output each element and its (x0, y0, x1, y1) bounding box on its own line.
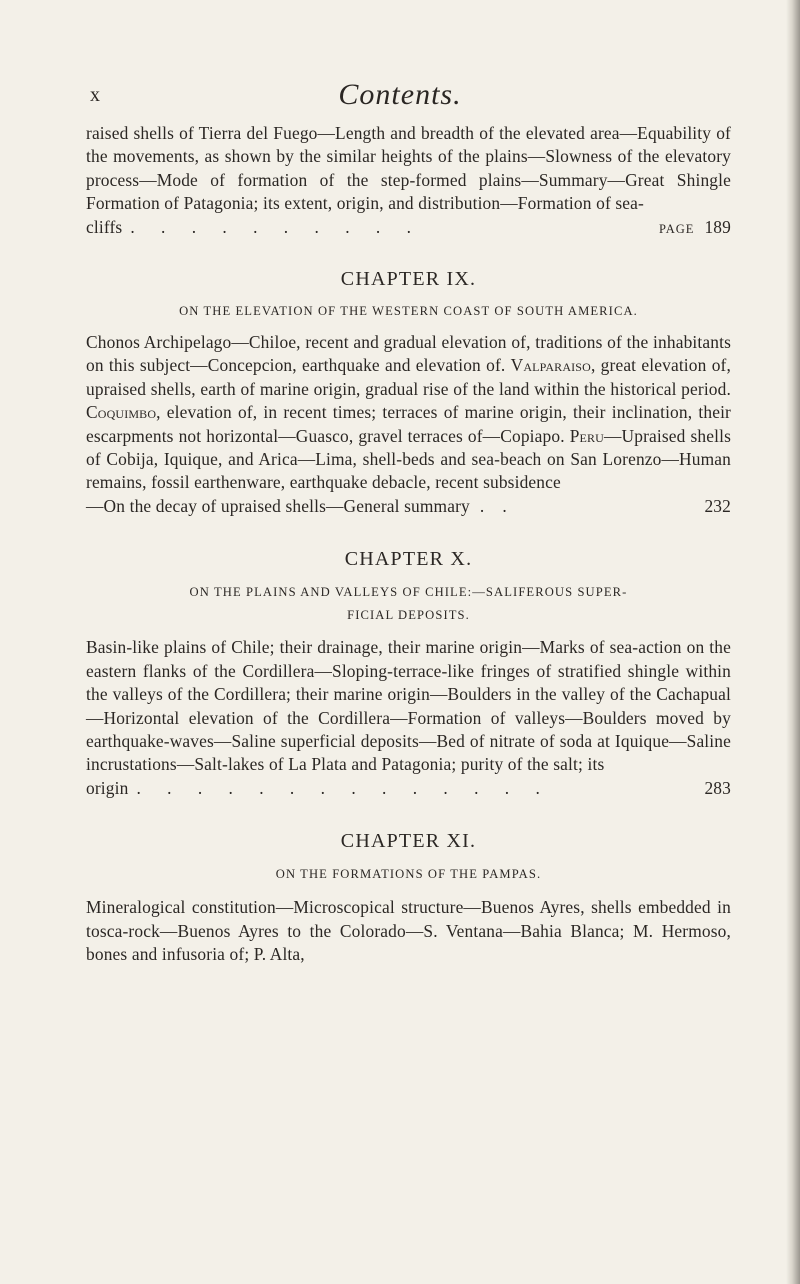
chapter-ix-text: Chonos Archipelago—Chiloe, recent and gradual elevation of, traditions of the inhabitants on this subject—Concepcion, earthquake and elevation of. Valparaiso, great elevation of, upraised shells, earth of marine origin, gradual rise of the land within the historical period. Coquimbo, elevation of, in recent times; terraces of marine origin, their inclination, their escarpments not horizontal—Guasco, gravel terraces of—Copiapo. Peru—Upraised shells of Cobija, Iquique, and Arica—Lima, shell-beds and sea-beach on San Lorenzo—Human remains, fossil earthenware, earthquake debacle, recent subsidence (86, 332, 731, 493)
section-viii-tail (86, 122, 731, 241)
dot-leader: . . . . . . . . . . . . . . (136, 777, 551, 798)
folio-numeral: x (90, 84, 101, 106)
dot-leader: . . . . . . . . . . (130, 216, 422, 237)
page-number: 189 (704, 216, 731, 237)
chapter-xi-text: Mineralogical constitution—Microscopical structure—Buenos Ayres, shells embedded in tosca-rock—Buenos Ayres to the Colorado—S. Ventana—Bahia Blanca; M. Hermoso, bones and infusoria of; P. Alta, (86, 897, 731, 964)
chapter-x-subtitle-line1: ON THE PLAINS AND VALLEYS OF CHILE:—SALIFEROUS SUPER- (189, 585, 628, 600)
page-number: 232 (704, 495, 731, 516)
page-header (88, 78, 712, 112)
dot-leader: . . (479, 495, 507, 516)
page-number: 283 (704, 777, 731, 798)
chapter-xi-contents (86, 896, 731, 966)
section-viii-last-line: cliffs . . . . . . . . . . PAGE 189 (86, 216, 731, 241)
page-label: PAGE (658, 221, 695, 236)
chapter-xi-subtitle: ON THE FORMATIONS OF THE PAMPAS. (275, 867, 542, 882)
chapter-x-last-line: origin . . . . . . . . . . . . . . 283 (86, 777, 731, 800)
chapter-x-contents (86, 636, 731, 800)
chapter-x-title: CHAPTER X. (344, 548, 473, 571)
place-peru: Peru (569, 425, 604, 446)
place-valparaiso: Valparaiso (510, 355, 591, 376)
section-viii-text: raised shells of Tierra del Fuego—Length and breadth of the elevated area—Equability of the movements, as shown by the similar heights of the plains—Slowness of the elevatory process—Mode of formation of the step-formed plains—Summary—Great Shingle Formation of Patagonia; its extent, origin, and distribution—Formation of sea- (86, 123, 731, 214)
running-title: Contents. (338, 78, 462, 111)
chapter-x-text: Basin-like plains of Chile; their drainage, their marine origin—Marks of sea-action on the eastern flanks of the Cordillera—Sloping-terrace-like fringes of stratified shingle within the valleys of the Cordillera; their marine origin—Boulders in the valley of the Cachapual—Horizontal elevation of the Cordillera—Formation of valleys—Boulders moved by earthquake-waves—Saline superficial deposits—Bed of nitrate of soda at Iquique—Saline incrustations—Salt-lakes of La Plata and Patagonia; purity of the salt; its (86, 637, 731, 775)
page-edge-shadow (786, 0, 800, 1284)
chapter-ix-title: CHAPTER IX. (340, 268, 477, 291)
place-coquimbo: Coquimbo (86, 402, 157, 423)
chapter-ix-contents (86, 331, 731, 518)
chapter-ix-subtitle: ON THE ELEVATION OF THE WESTERN COAST OF SOUTH AMERICA. (179, 304, 638, 319)
chapter-xi-title: CHAPTER XI. (340, 830, 477, 853)
chapter-ix-last-line: —On the decay of upraised shells—General summary . . 232 (86, 495, 731, 518)
chapter-x-subtitle-line2: FICIAL DEPOSITS. (347, 608, 470, 623)
contents-body (86, 122, 731, 966)
